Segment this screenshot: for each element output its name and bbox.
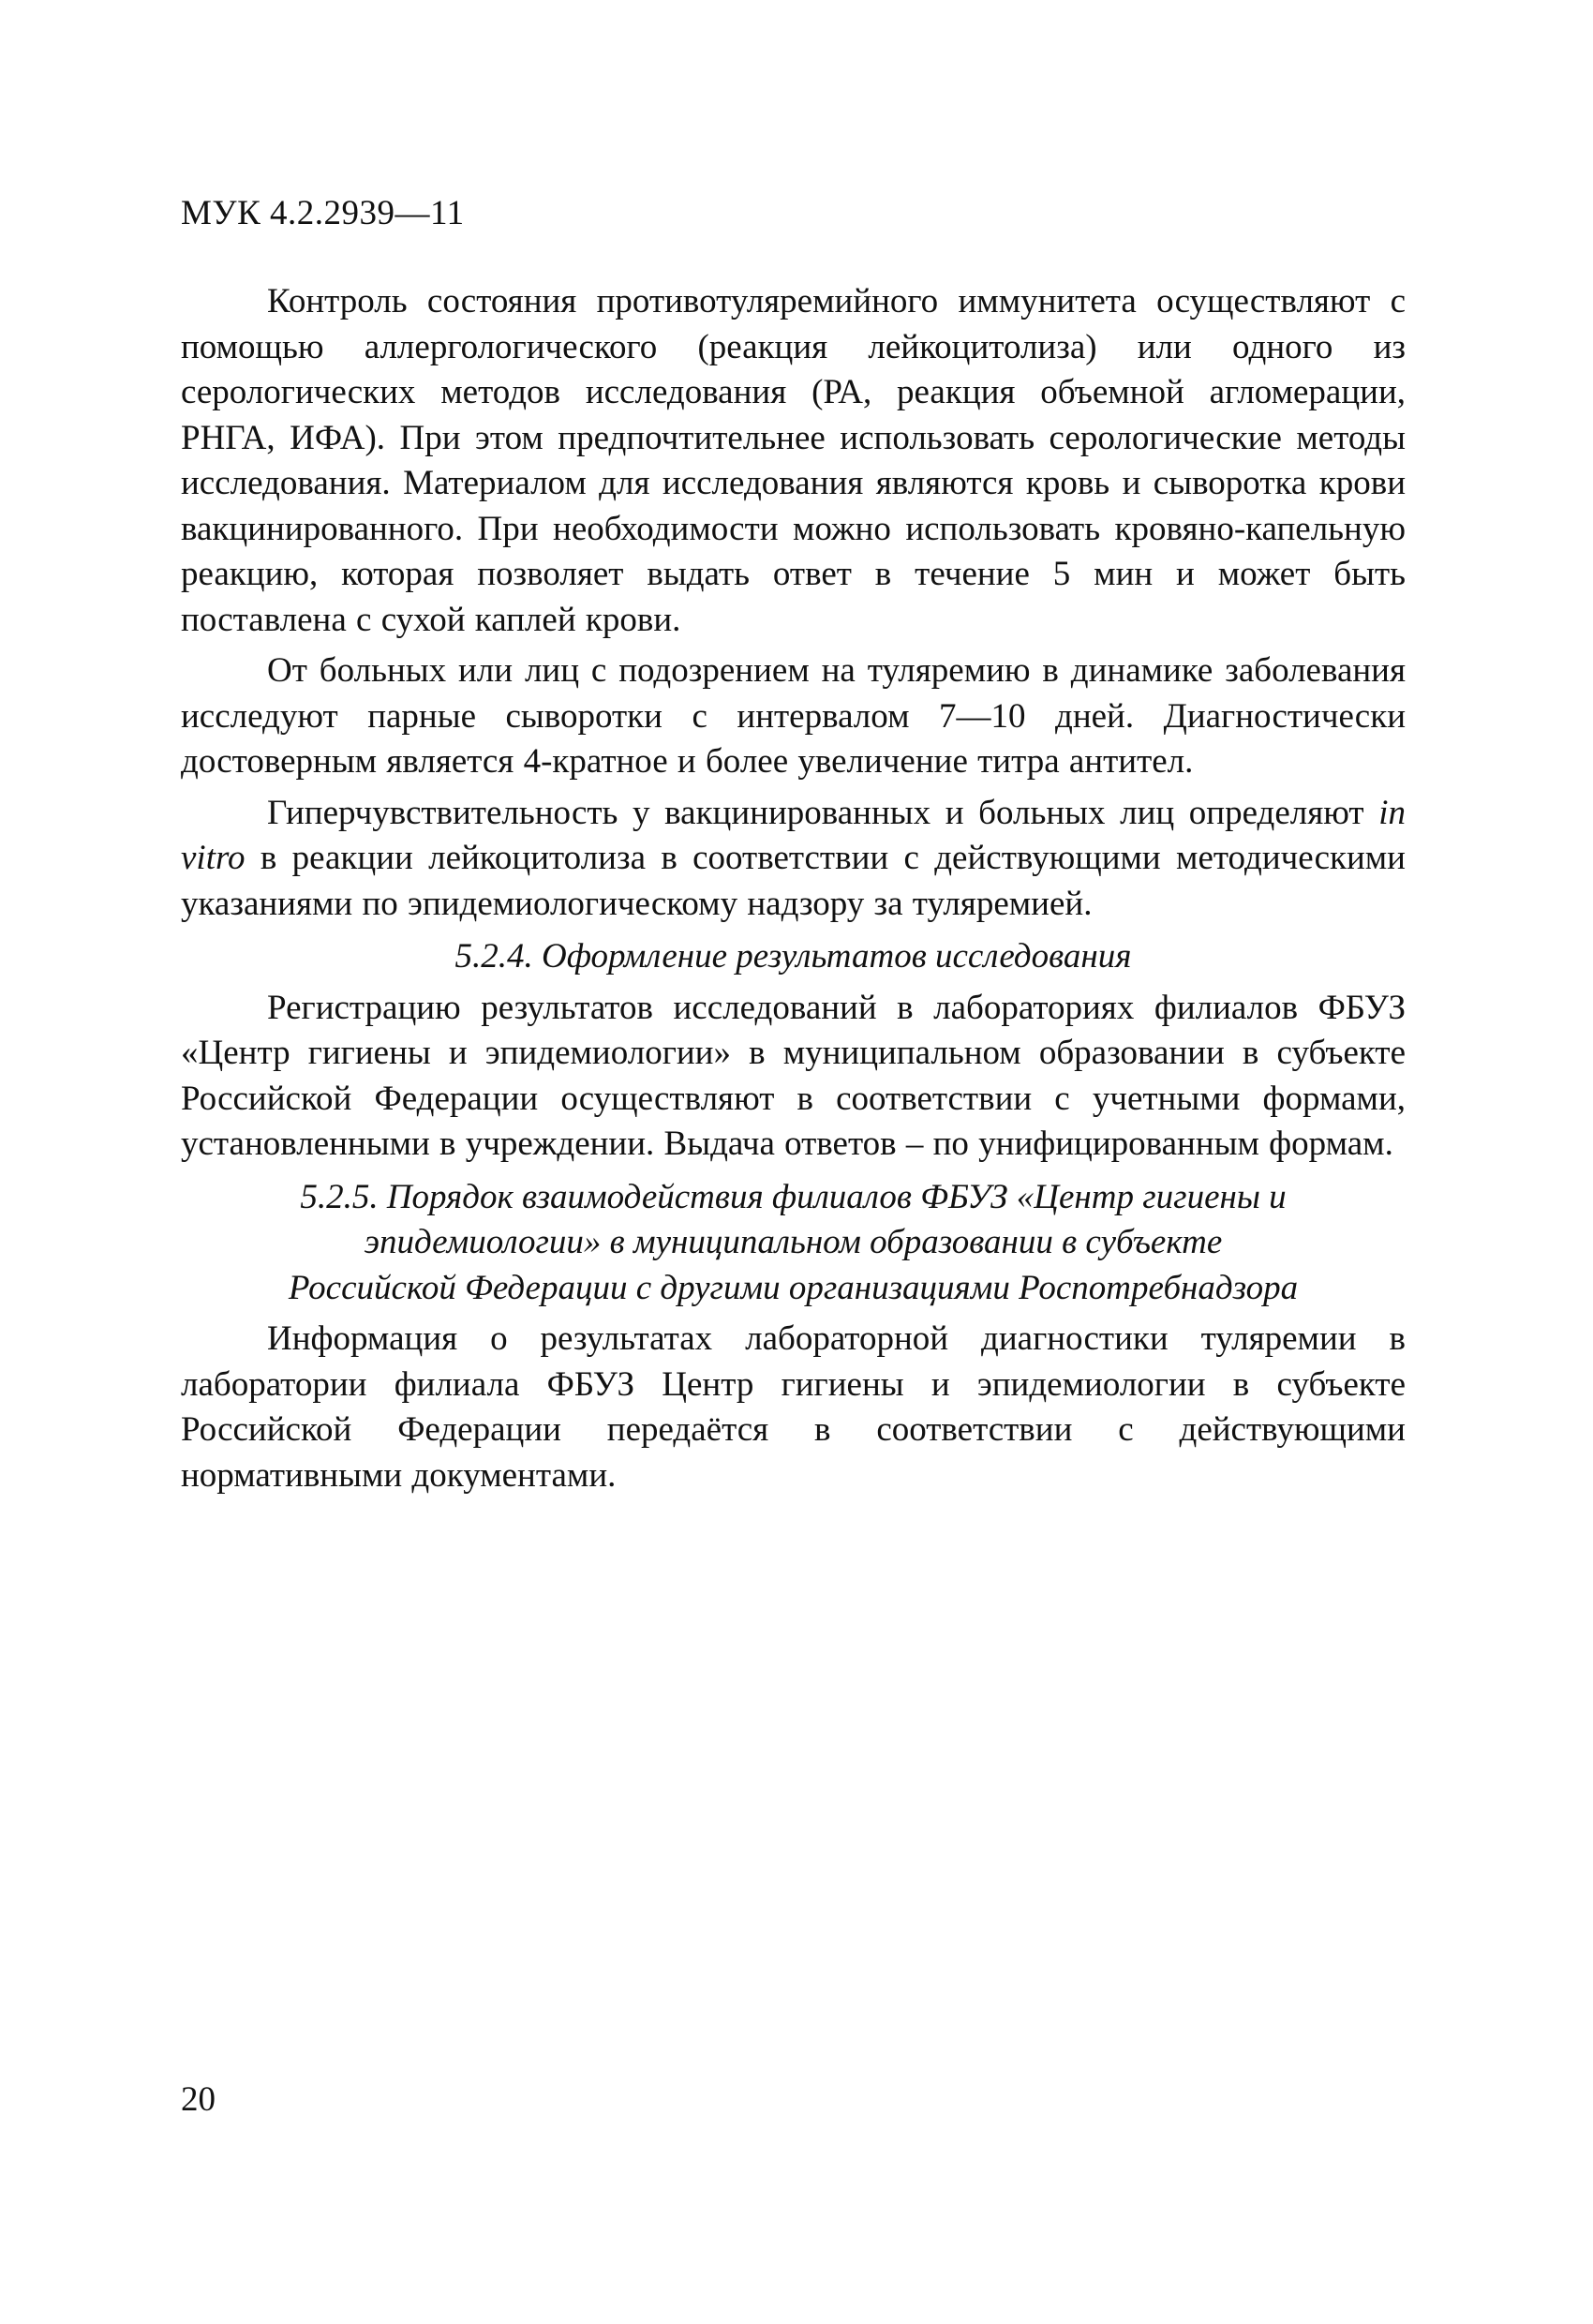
- section-heading-5-2-4: 5.2.4. Оформление результатов исследования: [454, 937, 1132, 976]
- hypersensitivity-text-start: Гиперчувствительность у вакцинированных и больных лиц определяют: [267, 793, 1379, 832]
- section-heading-5-2-5-line-3: Российской Федерации с другими организациями Роспотребнадзора: [288, 1268, 1299, 1307]
- paragraph-paired-sera: От больных или лиц с подозрением на туляремию в динамике заболевания исследуют парные сыворотки с интервалом 7—10 дней. Диагностически достоверным является 4-кратное и более увеличение титра антител.: [181, 651, 1406, 781]
- paragraph-information-transfer: Информация о результатах лабораторной диагностики туляремии в лаборатории филиала ФБУЗ Центр гигиены и эпидемиологии в субъекте Российской Федерации передаётся в соответствии с действующими нормативными документами.: [181, 1319, 1406, 1495]
- section-heading-5-2-5: [181, 1175, 1406, 1312]
- document-code: МУК 4.2.2939—11: [181, 194, 465, 232]
- section-heading-5-2-5-line-2: эпидемиологии» в муниципальном образовании в субъекте: [364, 1223, 1223, 1261]
- in-vitro-term: in vitro: [181, 793, 1406, 877]
- section-heading-5-2-5-line-1: 5.2.5. Порядок взаимодействия филиалов ФБУЗ «Центр гигиены и: [300, 1177, 1287, 1216]
- paragraph-immunity-control: Контроль состояния противотуляремийного иммунитета осуществляют с помощью аллергологического (реакция лейкоцитолиза) или одного из серологических методов исследования (РА, реакция объемной агломерации, РНГА, ИФА). При этом предпочтительнее использовать серологические методы исследования. Материалом для исследования являются кровь и сыворотка крови вакцинированного. При необходимости можно использовать кровяно-капельную реакцию, которая позволяет выдать ответ в течение 5 мин и может быть поставлена с сухой каплей крови.: [181, 282, 1406, 639]
- page-content: [181, 279, 1406, 1498]
- paragraph-hypersensitivity: [181, 791, 1406, 928]
- page-number: 20: [181, 2080, 216, 2119]
- hypersensitivity-text-end: в реакции лейкоцитолиза в соответствии с действующими методическими указаниями по эпидемиологическому надзору за туляремией.: [181, 839, 1406, 923]
- paragraph-results-registration: Регистрацию результатов исследований в лабораториях филиалов ФБУЗ «Центр гигиены и эпидемиологии» в муниципальном образовании в субъекте Российской Федерации осуществляют в соответствии с учетными формами, установленными в учреждении. Выдача ответов – по унифицированным формам.: [181, 988, 1406, 1163]
